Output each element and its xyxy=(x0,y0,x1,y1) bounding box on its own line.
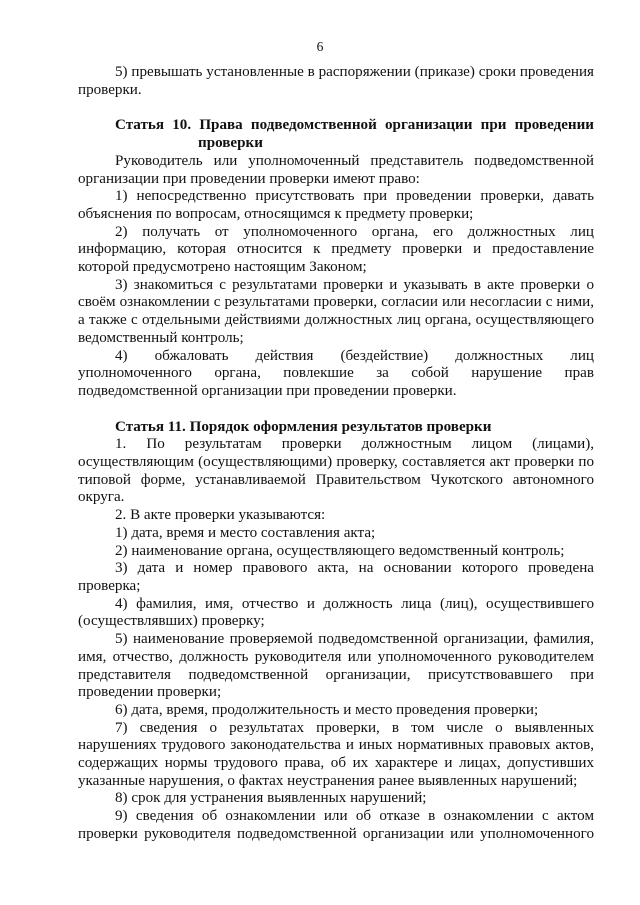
paragraph: Руководитель или уполномоченный представитель подведомственной организации при проведении проверки имеют право: xyxy=(78,152,594,187)
paragraph: 2. В акте проверки указываются: xyxy=(115,507,326,524)
page-number: 6 xyxy=(316,39,324,54)
paragraph: 9) сведения об ознакомлении или об отказе в ознакомлении с актом проверки руководителя подведомственной организации или уполномоченного xyxy=(78,808,594,842)
article-10-title-line-1: Статья 10. Права подведомственной организации при проведении xyxy=(115,117,594,134)
paragraph: 1) дата, время и место составления акта; xyxy=(115,524,376,541)
article-11-heading xyxy=(78,419,594,437)
paragraph: 5) превышать установленные в распоряжении (приказе) сроки проведения проверки. xyxy=(78,64,594,98)
document-body xyxy=(78,64,594,844)
paragraph: 3) дата и номер правового акта, на основании которого проведена проверка; xyxy=(78,560,594,594)
article-11-title: Статья 11. Порядок оформления результатов проверки xyxy=(115,418,492,435)
paragraph: 2) наименование органа, осуществляющего ведомственный контроль; xyxy=(115,542,565,559)
paragraph: 5) наименование проверяемой подведомственной организации, фамилия, имя, отчество, должность руководителя или уполномоченного руководителем представителя подведомственной организации, присутствовавшего при проведении проверки; xyxy=(78,631,594,701)
paragraph: 1) непосредственно присутствовать при проведении проверки, давать объяснения по вопросам, относящимся к предмету проверки; xyxy=(78,188,594,222)
article-10-heading xyxy=(78,117,594,152)
paragraph: 3) знакомиться с результатами проверки и указывать в акте проверки о своём ознакомлении с результатами проверки, согласии или несогласии с ними, а также с отдельными действиями должностных лиц органа, осуществляющего ведомственный контроль; xyxy=(78,276,594,346)
article-10-title-line-2: проверки xyxy=(198,135,263,152)
paragraph: 6) дата, время, продолжительность и место проведения проверки; xyxy=(115,701,539,718)
paragraph: 4) обжаловать действия (бездействие) должностных лиц уполномоченного органа, повлекшие за собой нарушение прав подведомственной организации при проведении проверки. xyxy=(78,347,594,399)
paragraph: 4) фамилия, имя, отчество и должность лица (лиц), осуществившего (осуществлявших) проверку; xyxy=(78,595,594,630)
paragraph: 2) получать от уполномоченного органа, его должностных лиц информацию, которая относится к предмету проверки и предоставление которой предусмотрено настоящим Законом; xyxy=(78,223,594,276)
paragraph: 1. По результатам проверки должностным лицом (лицами), осуществляющим (осуществляющими) проверку, составляется акт проверки по типовой форме, устанавливаемой Правительством Чукотского автономного округа. xyxy=(78,436,594,506)
paragraph: 7) сведения о результатах проверки, в том числе о выявленных нарушениях трудового законодательства и иных нормативных правовых актов, содержащих нормы трудового права, об их характере и лицах, допустивших указанные нарушения, о фактах неустранения ранее выявленных нарушений; xyxy=(78,719,594,789)
paragraph: 8) срок для устранения выявленных нарушений; xyxy=(115,790,427,807)
